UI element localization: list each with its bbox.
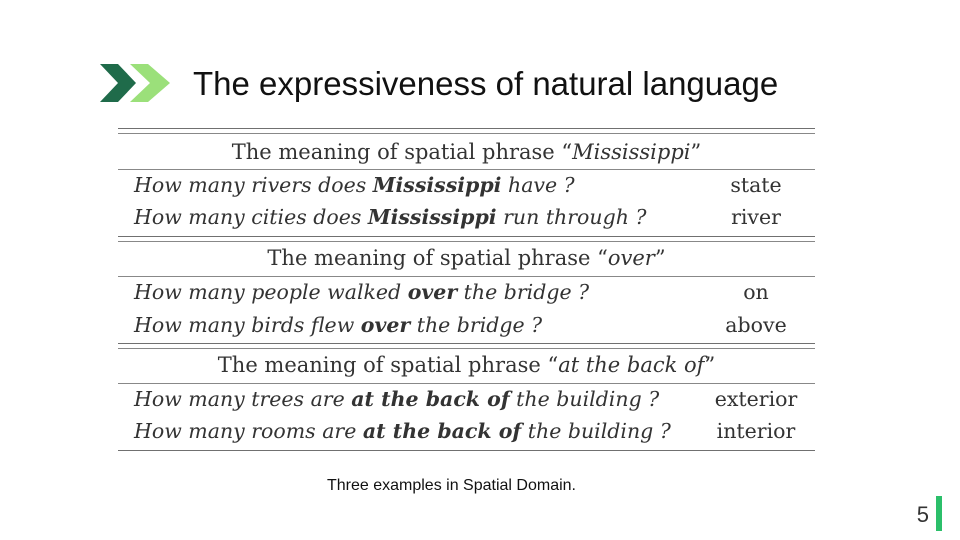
- table-rule: [118, 236, 815, 237]
- page-number: 5: [916, 502, 929, 527]
- question-text: How many rivers does Mississippi have ?: [134, 173, 575, 197]
- section-header: The meaning of spatial phrase “at the back of”: [217, 353, 716, 377]
- spatial-phrase: over: [607, 246, 655, 270]
- answer-text: interior: [716, 419, 796, 443]
- table-rule: [118, 348, 815, 349]
- double-chevron-logo-icon: [100, 64, 172, 102]
- figure-caption: Three examples in Spatial Domain.: [326, 477, 576, 494]
- table-rule: [118, 133, 815, 134]
- slide-title: The expressiveness of natural language: [193, 65, 779, 102]
- table-rule: [118, 276, 815, 277]
- answer-text: state: [730, 173, 782, 197]
- table-rule: [118, 128, 815, 129]
- answer-text: exterior: [714, 387, 798, 411]
- table-rule: [118, 241, 815, 242]
- spatial-phrase: Mississippi: [572, 140, 691, 164]
- section-header: The meaning of spatial phrase “Mississippi”: [231, 140, 702, 164]
- page-accent-bar: [936, 496, 942, 531]
- answer-text: on: [743, 280, 769, 304]
- section-header: The meaning of spatial phrase “over”: [267, 246, 666, 270]
- question-text: How many people walked over the bridge ?: [134, 280, 590, 304]
- answer-text: above: [725, 313, 787, 337]
- spatial-phrase-table: [118, 128, 815, 452]
- question-text: How many trees are at the back of the building ?: [134, 387, 660, 411]
- question-text: How many birds flew over the bridge ?: [134, 313, 543, 337]
- table-rule: [118, 169, 815, 170]
- question-text: How many rooms are at the back of the building ?: [134, 419, 671, 443]
- question-text: How many cities does Mississippi run through ?: [134, 205, 647, 229]
- table-rule: [118, 343, 815, 344]
- table-rule: [118, 383, 815, 384]
- table-rule: [118, 450, 815, 451]
- spatial-phrase: at the back of: [558, 353, 705, 377]
- answer-text: river: [731, 205, 781, 229]
